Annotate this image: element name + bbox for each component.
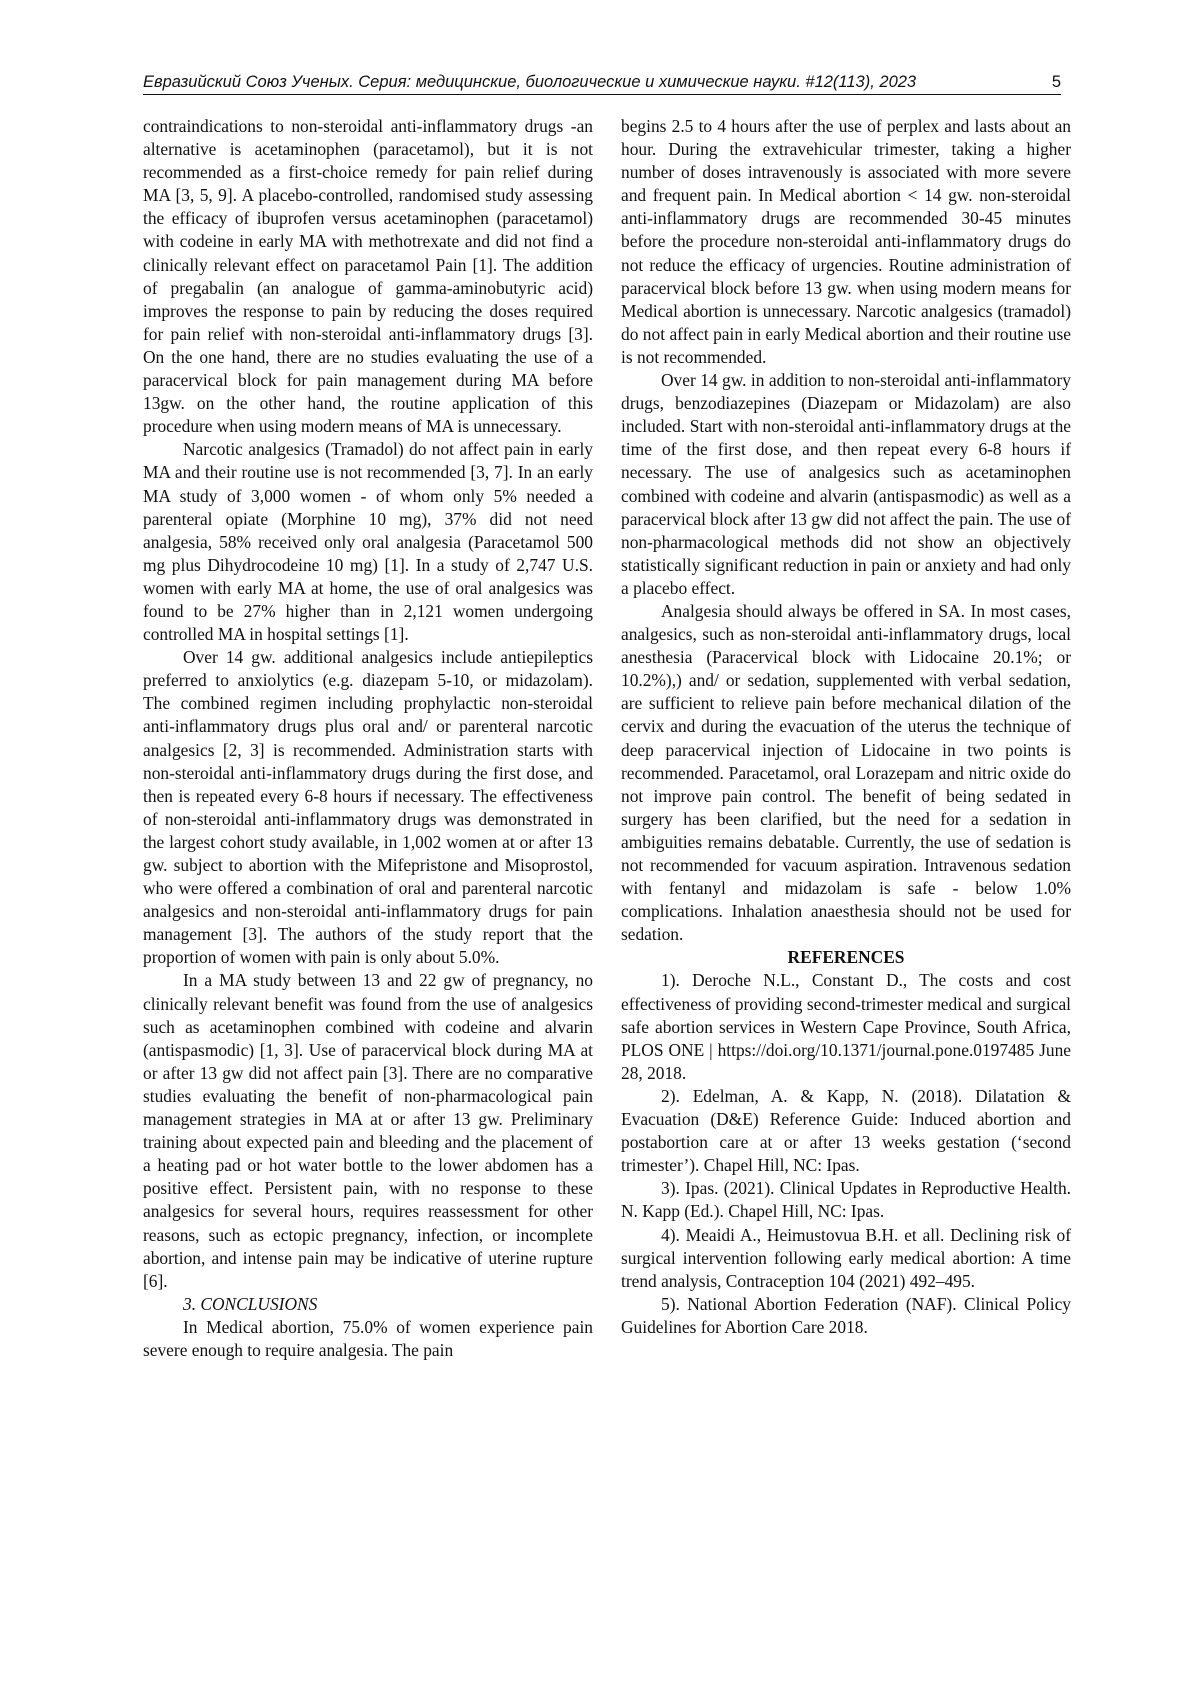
paragraph: contraindications to non-steroidal anti-inflammatory drugs -an alternative is acetaminophen (paracetamol), but it is not recommended as a first-choice remedy for pain relief during MA [3, 5, 9]. A placebo-controlled, randomised study assessing the efficacy of ibuprofen versus acetaminophen (paracetamol) with codeine in early MA with methotrexate and did not find a clinically relevant effect on paracetamol Pain [1]. The addition of pregabalin (an analogue of gamma-aminobutyric acid) improves the response to pain by reducing the doses required for pain relief with non-steroidal anti-inflammatory drugs [3]. On the one hand, there are no studies evaluating the use of a paracervical block for pain management during MA before 13gw. on the other hand, the routine application of this procedure when using modern means of MA is unnecessary. (143, 116, 593, 437)
right-column (621, 115, 1071, 1339)
paragraph: In Medical abortion, 75.0% of women experience pain severe enough to require analgesia. The pain (143, 1316, 593, 1360)
paragraph: Over 14 gw. in addition to non-steroidal anti-inflammatory drugs, benzodiazepines (Diazepam or Midazolam) are also included. Start with non-steroidal anti-inflammatory drugs at the time of the first dose, and then repeat every 6-8 hours if necessary. The use of analgesics such as acetaminophen combined with codeine and alvarin (antispasmodic) as well as a paracervical block after 13 gw did not affect the pain. The use of non-pharmacological methods did not show an objectively statistically significant reduction in pain or anxiety and had only a placebo effect. (621, 370, 1071, 598)
journal-title: Евразийский Союз Ученых. Серия: медицинские, биологические и химические науки. #12(113), 2023 (143, 73, 917, 91)
paragraph: Analgesia should always be offered in SA. In most cases, analgesics, such as non-steroidal anti-inflammatory drugs, local anesthesia (Paracervical block with Lidocaine 20.1%; or 10.2%),) and/ or sedation, supplemented with verbal sedation, are sufficient to relieve pain before mechanical dilation of the cervix and during the evacuation of the uterus the technique of deep paracervical injection of Lidocaine in two points is recommended. Paracetamol, oral Lorazepam and nitric oxide do not improve pain control. The benefit of being sedated in surgery has been clarified, but the need for a sedation in ambiguities remains debatable. Currently, the use of sedation is not recommended for vacuum aspiration. Intravenous sedation with fentanyl and midazolam is safe - below 1.0% complications. Inhalation anaesthesia should not be used for sedation. (621, 600, 1071, 945)
reference-item: 4). Meaidi A., Heimustovua B.H. et all. Declining risk of surgical intervention following early medical abortion: A time trend analysis, Contraception 104 (2021) 492–495. (621, 1224, 1071, 1291)
reference-item: 5). National Abortion Federation (NAF). Clinical Policy Guidelines for Abortion Care 2018. (621, 1293, 1071, 1337)
reference-item: 3). Ipas. (2021). Clinical Updates in Reproductive Health. N. Kapp (Ed.). Chapel Hill, NC: Ipas. (621, 1178, 1071, 1222)
left-column (143, 115, 593, 1362)
reference-item: 2). Edelman, A. & Kapp, N. (2018). Dilatation & Evacuation (D&E) Reference Guide: Induced abortion and postabortion care at or after 13 weeks gestation (‘second trimester’). Chapel Hill, NC: Ipas. (621, 1085, 1071, 1176)
references-heading: REFERENCES (787, 947, 905, 968)
page-number: 5 (1051, 73, 1061, 91)
paragraph: Over 14 gw. additional analgesics include antiepileptics preferred to anxiolytics (e.g. diazepam 5-10, or midazolam). The combined regimen including prophylactic non-steroidal anti-inflammatory drugs plus oral and/ or parenteral narcotic analgesics [2, 3] is recommended. Administration starts with non-steroidal anti-inflammatory drugs during the first dose, and then is repeated every 6-8 hours if necessary. The effectiveness of non-steroidal anti-inflammatory drugs was demonstrated in the largest cohort study available, in 1,002 women at or after 13 gw. subject to abortion with the Mifepristone and Misoprostol, who were offered a combination of oral and parenteral narcotic analgesics and non-steroidal anti-inflammatory drugs for pain management [3]. The authors of the study report that the proportion of women with pain is only about 5.0%. (143, 647, 593, 968)
running-header (143, 72, 1061, 95)
paragraph: begins 2.5 to 4 hours after the use of perplex and lasts about an hour. During the extravehicular trimester, taking a higher number of doses intravenously is associated with more severe and frequent pain. In Medical abortion < 14 gw. non-steroidal anti-inflammatory drugs are recommended 30-45 minutes before the procedure non-steroidal anti-inflammatory drugs do not reduce the efficacy of urgencies. Routine administration of paracervical block before 13 gw. when using modern means for Medical abortion is unnecessary. Narcotic analgesics (tramadol) do not affect pain in early Medical abortion and their routine use is not recommended. (621, 116, 1071, 367)
paragraph: Narcotic analgesics (Tramadol) do not affect pain in early MA and their routine use is not recommended [3, 7]. In an early MA study of 3,000 women - of whom only 5% needed a parenteral opiate (Morphine 10 mg), 37% did not need analgesia, 58% received only oral analgesia (Paracetamol 500 mg plus Dihydrocodeine 10 mg) [1]. In a study of 2,747 U.S. women with early MA at home, the use of oral analgesics was found to be 27% higher than in 2,121 women undergoing controlled MA in hospital settings [1]. (143, 439, 593, 645)
section-title-conclusions: 3. CONCLUSIONS (183, 1293, 318, 1314)
paragraph: In a MA study between 13 and 22 gw of pregnancy, no clinically relevant benefit was found from the use of analgesics such as acetaminophen combined with codeine and alvarin (antispasmodic) [1, 3]. Use of paracervical block during MA at or after 13 gw did not affect pain [3]. There are no comparative studies evaluating the benefit of non-pharmacological pain management strategies in MA at or after 13 gw. Preliminary training about expected pain and bleeding and the placement of a heating pad or hot water bottle to the lower abdomen has a positive effect. Persistent pain, with no response to these analgesics for several hours, requires reassessment for other reasons, such as ectopic pregnancy, infection, or incomplete abortion, and intense pain may be indicative of uterine rupture [6]. (143, 970, 593, 1291)
reference-item: 1). Deroche N.L., Constant D., The costs and cost effectiveness of providing second-trimester medical and surgical safe abortion services in Western Cape Province, South Africa, PLOS ONE | https://doi.org/10.1371/journal.pone.0197485 June 28, 2018. (621, 970, 1071, 1083)
